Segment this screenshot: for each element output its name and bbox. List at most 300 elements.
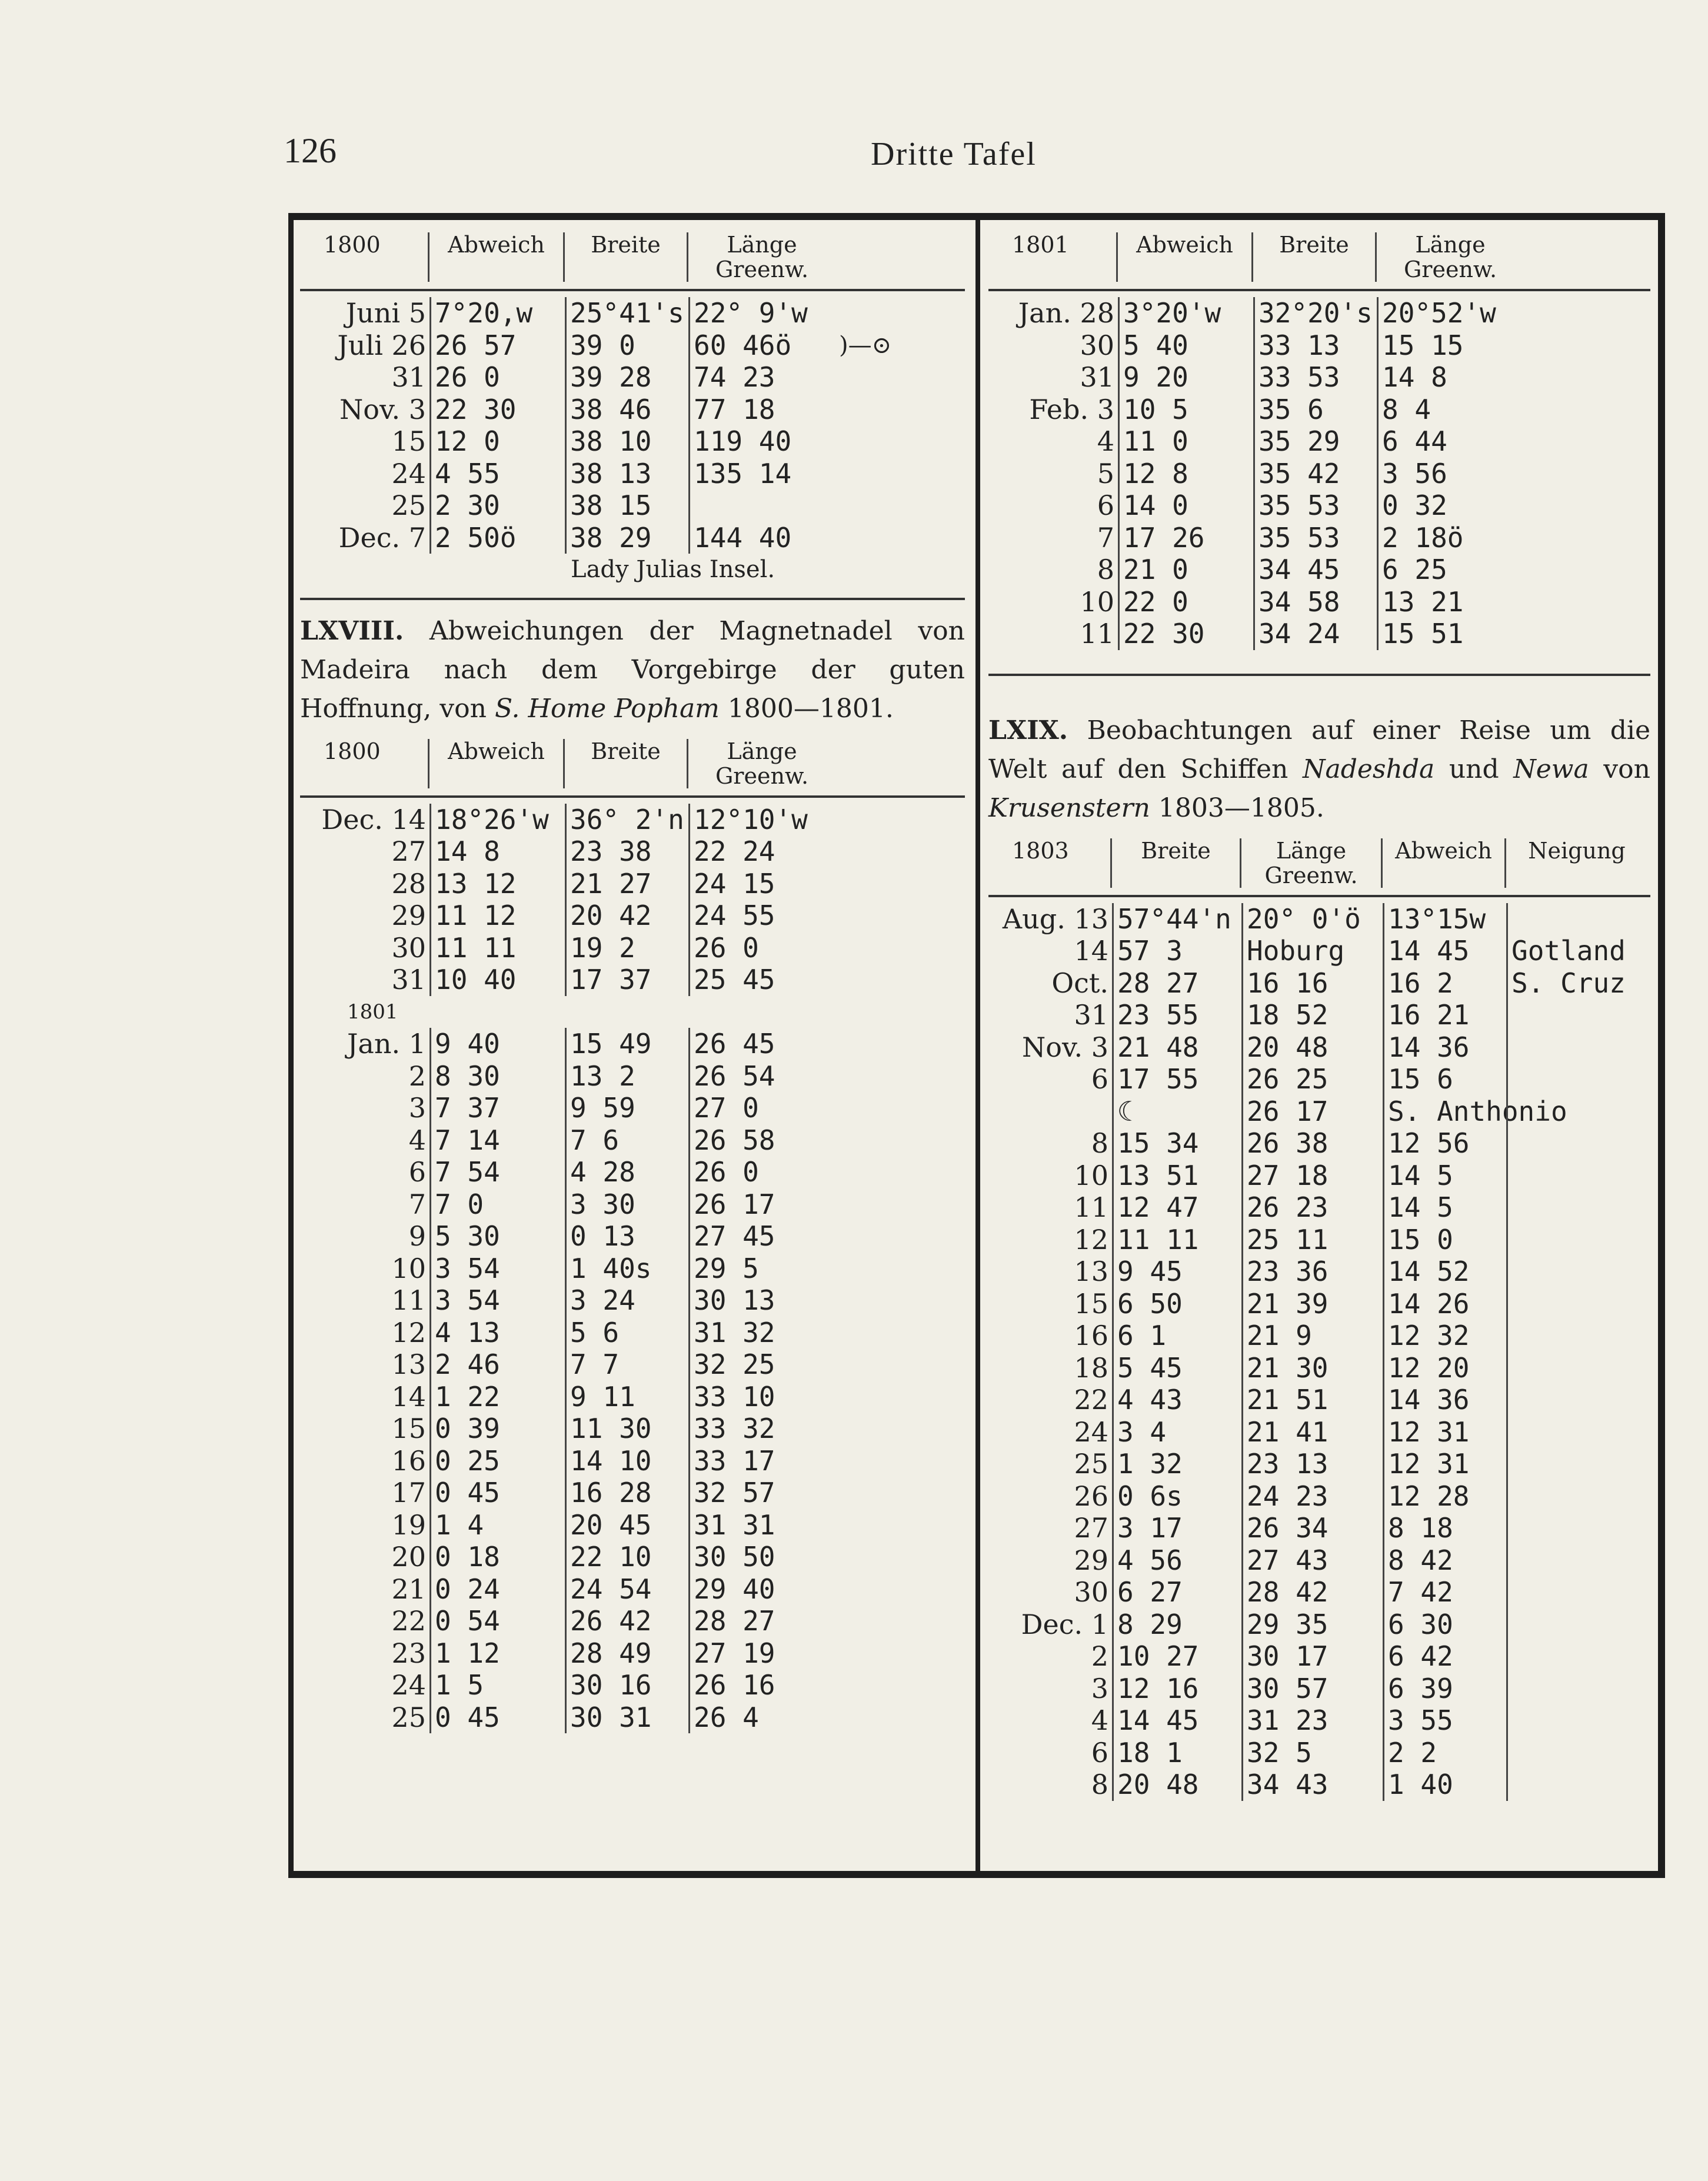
- row-cell: 26 42: [565, 1605, 688, 1637]
- row-cell: 35 53: [1253, 522, 1377, 554]
- table-1801: [988, 232, 1650, 650]
- row-cell: 5 40: [1118, 329, 1253, 362]
- header-abweich: Abweich: [1118, 232, 1253, 282]
- row-cell: [1506, 1673, 1647, 1705]
- row-cell: ☾: [1112, 1096, 1241, 1128]
- row-cell: 0 45: [430, 1477, 565, 1509]
- row-cell: 57°44'n: [1112, 903, 1241, 935]
- row-cell: 33 53: [1253, 361, 1377, 394]
- table-header: [300, 739, 965, 798]
- row-date: 11: [1080, 618, 1114, 650]
- row-date: 2: [408, 1060, 426, 1092]
- row-cell: 15 15: [1377, 329, 1524, 362]
- row-cell: 26 45: [688, 1028, 835, 1060]
- row-cell: 144 40: [688, 522, 835, 554]
- table-row: [988, 522, 1650, 554]
- row-cell: 20 45: [565, 1509, 688, 1541]
- row-cell: 26 25: [1241, 1063, 1383, 1096]
- table-row: [300, 1509, 965, 1541]
- table-footnote: [300, 554, 965, 586]
- table-row: [300, 1284, 965, 1317]
- table-row: [300, 1092, 965, 1124]
- row-cell: [1506, 1256, 1647, 1288]
- row-date: 4: [408, 1124, 426, 1156]
- row-cell: 3 55: [1383, 1704, 1506, 1737]
- row-cell: 29 5: [688, 1253, 835, 1285]
- row-cell: 14 5: [1383, 1160, 1506, 1192]
- row-date: 16: [391, 1444, 426, 1477]
- row-cell: 22 30: [1118, 618, 1253, 650]
- table-row: [988, 935, 1650, 967]
- table-row: [988, 1609, 1650, 1641]
- row-date: Feb. 3: [1029, 393, 1114, 425]
- row-cell: 34 24: [1253, 618, 1377, 650]
- row-cell: 3 30: [565, 1188, 688, 1221]
- table-row: [988, 1320, 1650, 1352]
- table-row: [300, 1445, 965, 1477]
- row-cell: 14 36: [1383, 1031, 1506, 1064]
- table-row: [300, 1124, 965, 1157]
- page-number: 126: [284, 131, 337, 170]
- row-date: 6: [1091, 1736, 1108, 1769]
- row-cell: 12 16: [1112, 1673, 1241, 1705]
- row-date: 10: [1080, 585, 1114, 618]
- table-row: [300, 900, 965, 932]
- header-abweich: Abweich: [430, 739, 565, 788]
- table-row: [988, 999, 1650, 1031]
- header-breite: Breite: [565, 232, 688, 282]
- row-date: 10: [391, 1252, 426, 1284]
- row-cell: 0 13: [565, 1220, 688, 1253]
- row-cell: [688, 490, 835, 522]
- row-cell: 21 30: [1241, 1352, 1383, 1384]
- row-cell: 30 17: [1241, 1640, 1383, 1673]
- row-cell: 16 21: [1383, 999, 1506, 1031]
- row-cell: 21 9: [1241, 1320, 1383, 1352]
- table-row: [300, 804, 965, 836]
- row-cell: 22 0: [1118, 586, 1253, 618]
- row-cell: 1 40s: [565, 1253, 688, 1285]
- row-cell: 34 45: [1253, 554, 1377, 586]
- table-row: [300, 458, 965, 490]
- row-cell: 4 55: [430, 458, 565, 490]
- row-cell: 18°26'w: [430, 804, 565, 836]
- row-cell: 119 40: [688, 425, 835, 458]
- row-cell: 6 30: [1383, 1609, 1506, 1641]
- row-cell: 17 26: [1118, 522, 1253, 554]
- row-cell: 3 24: [565, 1284, 688, 1317]
- row-cell: 26 38: [1241, 1127, 1383, 1160]
- row-cell: 38 10: [565, 425, 688, 458]
- row-cell: 30 31: [565, 1701, 688, 1734]
- row-cell: 26 34: [1241, 1512, 1383, 1544]
- row-cell: [1506, 1160, 1647, 1192]
- table-1803: [988, 838, 1650, 1801]
- table-row: [988, 1544, 1650, 1577]
- section-caption-lxix: [988, 711, 1650, 828]
- row-cell: 10 5: [1118, 394, 1253, 426]
- table-row: [988, 1576, 1650, 1609]
- row-cell: 0 24: [430, 1573, 565, 1606]
- row-date: 28: [391, 867, 426, 900]
- row-cell: 11 11: [430, 932, 565, 964]
- row-date: 31: [391, 964, 426, 995]
- row-cell: 2 18ö: [1377, 522, 1524, 554]
- row-date: 11: [391, 1284, 426, 1316]
- row-cell: 14 8: [1377, 361, 1524, 394]
- row-cell: 21 51: [1241, 1384, 1383, 1416]
- row-cell: 31 32: [688, 1317, 835, 1349]
- row-date: 17: [391, 1477, 426, 1509]
- table-body-continued: [300, 1028, 965, 1733]
- row-cell: [1506, 1224, 1647, 1256]
- row-date: Juli 26: [337, 329, 426, 361]
- row-date: Aug. 13: [1002, 903, 1108, 935]
- table-row: [300, 1348, 965, 1381]
- table-row: [988, 554, 1650, 586]
- row-date: 25: [391, 490, 426, 521]
- row-date: Juni 5: [345, 297, 426, 329]
- row-cell: 0 45: [430, 1701, 565, 1734]
- row-cell: 26 58: [688, 1124, 835, 1157]
- table-row: [988, 1640, 1650, 1673]
- row-cell: 26 57: [430, 329, 565, 362]
- row-date: 9: [408, 1220, 426, 1252]
- left-column: [300, 232, 965, 1733]
- row-date: 27: [1074, 1512, 1108, 1544]
- row-cell: 0 6s: [1112, 1480, 1241, 1513]
- row-cell: [1506, 1544, 1647, 1577]
- table-1800-1801: [300, 739, 965, 1734]
- row-cell: 16 28: [565, 1477, 688, 1509]
- row-date: 30: [1080, 329, 1114, 361]
- row-cell: Hoburg: [1241, 935, 1383, 967]
- row-date: [988, 1096, 1112, 1128]
- row-cell: 11 12: [430, 900, 565, 932]
- row-cell: 12 20: [1383, 1352, 1506, 1384]
- header-abweich: Abweich: [430, 232, 565, 282]
- row-cell: [1506, 1063, 1647, 1096]
- row-date: 4: [1091, 1704, 1108, 1736]
- header-laenge: Länge Greenw.: [715, 232, 809, 282]
- row-cell: 38 29: [565, 522, 688, 554]
- row-cell: 12 31: [1383, 1448, 1506, 1480]
- section-text-und: und: [1449, 754, 1499, 784]
- row-date: 14: [391, 1380, 426, 1413]
- column-divider: [975, 218, 980, 1871]
- row-cell: 4 13: [430, 1317, 565, 1349]
- row-cell: 23 38: [565, 835, 688, 868]
- row-cell: 18 1: [1112, 1737, 1241, 1769]
- row-cell: 26 0: [688, 1156, 835, 1188]
- row-cell: 8 30: [430, 1060, 565, 1093]
- table-row: [300, 1156, 965, 1188]
- row-date: 22: [1074, 1384, 1108, 1416]
- row-cell: [1506, 1127, 1647, 1160]
- row-cell: S. Cruz: [1506, 967, 1647, 1000]
- row-cell: 26 17: [688, 1188, 835, 1221]
- row-cell: 39 0: [565, 329, 688, 362]
- row-date: 25: [391, 1701, 426, 1733]
- table-1800: [300, 232, 965, 586]
- row-cell: 35 42: [1253, 458, 1377, 490]
- row-date: 19: [391, 1509, 426, 1541]
- row-cell: [1506, 1480, 1647, 1513]
- table-row: [988, 490, 1650, 522]
- row-cell: 7 37: [430, 1092, 565, 1124]
- table-header: [988, 232, 1650, 291]
- table-body: [300, 804, 965, 996]
- row-date: 22: [391, 1605, 426, 1637]
- row-date: 7: [408, 1188, 426, 1220]
- row-cell: 26 54: [688, 1060, 835, 1093]
- row-cell: 19 2: [565, 932, 688, 964]
- ship-newa: Newa: [1513, 754, 1589, 784]
- row-cell: 6 44: [1377, 425, 1524, 458]
- row-cell: [835, 297, 953, 329]
- row-date: 6: [1097, 490, 1114, 521]
- row-cell: 0 54: [430, 1605, 565, 1637]
- row-cell: 6 39: [1383, 1673, 1506, 1705]
- row-cell: 33 13: [1253, 329, 1377, 362]
- row-cell: 35 29: [1253, 425, 1377, 458]
- row-date: 8: [1097, 554, 1114, 585]
- table-row: [988, 967, 1650, 1000]
- table-row: [988, 1480, 1650, 1513]
- row-cell: 5 45: [1112, 1352, 1241, 1384]
- row-date: 12: [1074, 1223, 1108, 1256]
- row-cell: [1506, 999, 1647, 1031]
- row-cell: 9 40: [430, 1028, 565, 1060]
- row-cell: 3 54: [430, 1284, 565, 1317]
- section-text: Beobachtungen auf einer Reise um die Welt auf den Schiffen: [988, 715, 1650, 784]
- row-cell: 4 43: [1112, 1384, 1241, 1416]
- row-cell: 25°41's: [565, 297, 688, 329]
- table-row: [300, 932, 965, 964]
- row-cell: 3°20'w: [1118, 297, 1253, 329]
- header-laenge: Länge Greenw.: [1241, 838, 1383, 888]
- row-cell: 1 32: [1112, 1448, 1241, 1480]
- table-row: [300, 1253, 965, 1285]
- row-cell: 7 54: [430, 1156, 565, 1188]
- row-cell: 26 17: [1241, 1096, 1383, 1128]
- row-cell: 38 46: [565, 394, 688, 426]
- section-text: Abweichungen der Magnetnadel von Madeira nach dem Vorgebirge der guten Hoffnung, von: [300, 615, 965, 724]
- row-cell: 2 30: [430, 490, 565, 522]
- row-cell: 20 42: [565, 900, 688, 932]
- row-cell: 4 28: [565, 1156, 688, 1188]
- row-cell: 10 27: [1112, 1640, 1241, 1673]
- row-cell: 22 30: [430, 394, 565, 426]
- row-date: 31: [391, 361, 426, 393]
- row-cell: 25 45: [688, 964, 835, 996]
- row-date: 24: [1074, 1416, 1108, 1448]
- row-cell: 3 4: [1112, 1416, 1241, 1449]
- row-cell: [1506, 1191, 1647, 1224]
- row-cell: 29 40: [688, 1573, 835, 1606]
- table-row: [988, 329, 1650, 362]
- row-date: 20: [391, 1541, 426, 1573]
- section-number: LXVIII.: [300, 615, 404, 646]
- row-cell: 22° 9'w: [688, 297, 835, 329]
- table-row: [300, 1701, 965, 1734]
- row-cell: 6 25: [1377, 554, 1524, 586]
- table-body: [300, 297, 965, 554]
- row-date: Oct.: [1051, 967, 1108, 999]
- year-1801: 1801: [347, 1000, 398, 1024]
- table-row: [300, 1220, 965, 1253]
- row-cell: 0 32: [1377, 490, 1524, 522]
- table-row: [988, 394, 1650, 426]
- table-row: [300, 835, 965, 868]
- row-cell: 15 0: [1383, 1224, 1506, 1256]
- row-cell: 6 1: [1112, 1320, 1241, 1352]
- row-cell: 28 42: [1241, 1576, 1383, 1609]
- row-cell: 13 12: [430, 868, 565, 900]
- row-cell: 0 18: [430, 1541, 565, 1573]
- row-date: 24: [391, 457, 426, 490]
- header-breite: Breite: [565, 739, 688, 788]
- table-row: [988, 1031, 1650, 1064]
- row-cell: 30 16: [565, 1669, 688, 1701]
- row-date: 6: [408, 1156, 426, 1188]
- row-cell: 26 0: [688, 932, 835, 964]
- header-laenge: Länge Greenw.: [715, 738, 809, 789]
- table-row: [988, 1384, 1650, 1416]
- row-cell: 29 35: [1241, 1609, 1383, 1641]
- row-date: 31: [1074, 999, 1108, 1031]
- row-cell: 34 43: [1241, 1769, 1383, 1801]
- row-cell: 5 6: [565, 1317, 688, 1349]
- row-cell: [1506, 1448, 1647, 1480]
- row-cell: 60 46ö: [688, 329, 835, 362]
- table-row: [300, 361, 965, 394]
- table-row: [300, 1317, 965, 1349]
- table-row: [988, 586, 1650, 618]
- row-cell: 9 45: [1112, 1256, 1241, 1288]
- row-cell: 10 40: [430, 964, 565, 996]
- row-cell: 31 31: [688, 1509, 835, 1541]
- row-cell: [1506, 1031, 1647, 1064]
- row-cell: 13 21: [1377, 586, 1524, 618]
- row-cell: 77 18: [688, 394, 835, 426]
- footnote: Lady Julias Insel.: [571, 556, 775, 583]
- row-cell: 2 46: [430, 1348, 565, 1381]
- row-cell: 14 45: [1383, 935, 1506, 967]
- row-cell: 20° 0'ö: [1241, 903, 1383, 935]
- row-date: 26: [1074, 1480, 1108, 1512]
- section-number: LXIX.: [988, 715, 1068, 745]
- row-date: 30: [391, 931, 426, 964]
- table-row: [988, 1063, 1650, 1096]
- section-rule: [988, 674, 1650, 676]
- row-cell: 33 32: [688, 1413, 835, 1445]
- row-date: 8: [1091, 1769, 1108, 1800]
- row-cell: 8 29: [1112, 1609, 1241, 1641]
- row-date: 4: [1097, 425, 1114, 457]
- row-cell: 28 27: [688, 1605, 835, 1637]
- row-cell: [835, 490, 953, 522]
- row-cell: 7 42: [1383, 1576, 1506, 1609]
- row-cell: 1 40: [1383, 1769, 1506, 1801]
- header-year: 1801: [988, 232, 1118, 282]
- row-cell: [1506, 1288, 1647, 1320]
- table-row: [300, 1028, 965, 1060]
- row-cell: 12 47: [1112, 1191, 1241, 1224]
- table-row: [988, 297, 1650, 329]
- row-date: 16: [1074, 1320, 1108, 1351]
- table-row: [300, 490, 965, 522]
- row-date: 18: [1074, 1351, 1108, 1384]
- table-row: [988, 903, 1650, 935]
- row-cell: 14 10: [565, 1445, 688, 1477]
- row-cell: 3 56: [1377, 458, 1524, 490]
- row-cell: 7 0: [430, 1188, 565, 1221]
- row-cell: 23 13: [1241, 1448, 1383, 1480]
- row-cell: 23 36: [1241, 1256, 1383, 1288]
- row-cell: 26 0: [430, 361, 565, 394]
- table-row: [988, 1096, 1650, 1128]
- row-cell: 21 27: [565, 868, 688, 900]
- row-cell: 14 8: [430, 835, 565, 868]
- table-row: [988, 425, 1650, 458]
- row-cell: 31 23: [1241, 1704, 1383, 1737]
- row-cell: 7 7: [565, 1348, 688, 1381]
- row-cell: 14 5: [1383, 1191, 1506, 1224]
- row-cell: [1506, 1737, 1647, 1769]
- row-cell: [835, 458, 953, 490]
- row-cell: 6 42: [1383, 1640, 1506, 1673]
- year-sublabel: [300, 996, 965, 1028]
- row-date: Dec. 1: [1021, 1608, 1108, 1640]
- row-cell: 21 41: [1241, 1416, 1383, 1449]
- row-cell: 17 37: [565, 964, 688, 996]
- row-cell: 57 3: [1112, 935, 1241, 967]
- row-cell: 27 43: [1241, 1544, 1383, 1577]
- row-date: Jan. 28: [1018, 297, 1114, 329]
- table-row: [988, 1704, 1650, 1737]
- table-row: [988, 1127, 1650, 1160]
- row-cell: 21 39: [1241, 1288, 1383, 1320]
- row-cell: [1506, 1384, 1647, 1416]
- row-cell: 6 50: [1112, 1288, 1241, 1320]
- row-cell: 12 56: [1383, 1127, 1506, 1160]
- table-row: [988, 1160, 1650, 1192]
- row-cell: 30 57: [1241, 1673, 1383, 1705]
- row-cell: 26 4: [688, 1701, 835, 1734]
- row-cell: 1 5: [430, 1669, 565, 1701]
- row-cell: 24 23: [1241, 1480, 1383, 1513]
- table-row: [988, 1416, 1650, 1449]
- table-row: [300, 868, 965, 900]
- table-row: [988, 1288, 1650, 1320]
- row-cell: 15 51: [1377, 618, 1524, 650]
- section-caption-lxviii: [300, 612, 965, 728]
- row-cell: 8 4: [1377, 394, 1524, 426]
- row-cell: 18 52: [1241, 999, 1383, 1031]
- row-date: 5: [1097, 457, 1114, 490]
- row-cell: [1506, 1352, 1647, 1384]
- row-cell: 15 6: [1383, 1063, 1506, 1096]
- row-cell: [1506, 1769, 1647, 1801]
- row-date: 15: [391, 425, 426, 457]
- row-cell: 20 48: [1112, 1769, 1241, 1801]
- row-cell: 14 45: [1112, 1704, 1241, 1737]
- row-cell: 36° 2'n: [565, 804, 688, 836]
- row-cell: 15 49: [565, 1028, 688, 1060]
- row-cell: 39 28: [565, 361, 688, 394]
- row-date: 14: [1074, 935, 1108, 967]
